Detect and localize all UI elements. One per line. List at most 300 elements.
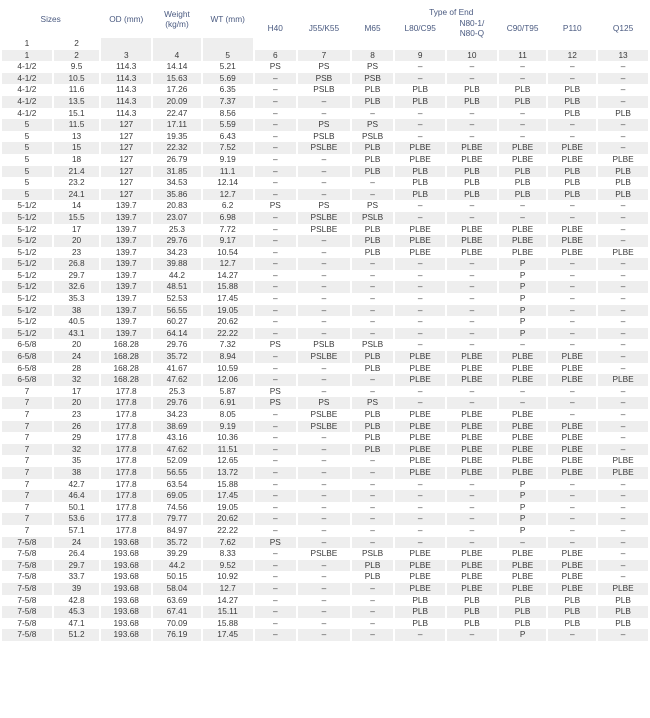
table-row <box>2 305 648 317</box>
size-cell: 5-1/2 <box>2 281 52 293</box>
p110-cell: – <box>548 537 596 549</box>
m65-cell: – <box>352 525 393 537</box>
c90-cell: PLBE <box>499 548 547 560</box>
p110-cell: PLBE <box>548 374 596 386</box>
weight-kg-cell: 17.26 <box>153 84 201 96</box>
size-cell: 7 <box>2 432 52 444</box>
weight-lb-cell: 47.1 <box>54 618 100 630</box>
weight-kg-cell: 29.76 <box>153 397 201 409</box>
p110-cell: – <box>548 490 596 502</box>
h40-cell: PS <box>255 339 296 351</box>
c90-cell: PLB <box>499 595 547 607</box>
n80-cell: – <box>447 479 497 491</box>
h40-cell: – <box>255 490 296 502</box>
weight-lb-cell: 26.8 <box>54 258 100 270</box>
h40-cell: – <box>255 571 296 583</box>
weight-kg-cell: 43.16 <box>153 432 201 444</box>
j55-cell: – <box>298 618 350 630</box>
q125-cell: – <box>598 200 648 212</box>
od-cell: 177.8 <box>101 444 151 456</box>
od-cell: 114.3 <box>101 96 151 108</box>
n80-cell: PLBE <box>447 409 497 421</box>
weight-kg-cell: 58.04 <box>153 583 201 595</box>
h40-cell: PS <box>255 61 296 73</box>
m65-cell: PLB <box>352 409 393 421</box>
weight-kg-cell: 29.76 <box>153 339 201 351</box>
weight-lb-cell: 20 <box>54 235 100 247</box>
wt-cell: 5.21 <box>203 61 253 73</box>
weight-kg-cell: 41.67 <box>153 363 201 375</box>
c90-cell: P <box>499 270 547 282</box>
weight-kg-cell: 39.88 <box>153 258 201 270</box>
n80-cell: – <box>447 629 497 641</box>
wt-cell: 17.45 <box>203 629 253 641</box>
p110-cell: – <box>548 629 596 641</box>
c90-cell: P <box>499 479 547 491</box>
h40-cell: – <box>255 595 296 607</box>
p110-cell: – <box>548 119 596 131</box>
od-cell: 139.7 <box>101 235 151 247</box>
h40-cell: – <box>255 119 296 131</box>
p110-cell: PLBE <box>548 432 596 444</box>
od-cell: 193.68 <box>101 548 151 560</box>
l80-cell: – <box>395 328 445 340</box>
l80-cell: PLBE <box>395 235 445 247</box>
c90-cell: – <box>499 537 547 549</box>
l80-cell: – <box>395 502 445 514</box>
grade-header-l80-c95: L80/C95 <box>404 23 436 33</box>
m65-cell: PLB <box>352 224 393 236</box>
c90-cell <box>499 38 547 50</box>
table-row <box>2 537 648 549</box>
od-cell: 139.7 <box>101 305 151 317</box>
size-cell: 5 <box>2 142 52 154</box>
size-cell: 5-1/2 <box>2 328 52 340</box>
grade-header-n80: N80-1/ N80-Q <box>459 18 485 38</box>
p110-cell: 12 <box>548 50 596 62</box>
weight-lb-cell: 15 <box>54 142 100 154</box>
p110-cell: – <box>548 293 596 305</box>
weight-lb-cell: 35 <box>54 455 100 467</box>
h40-cell: – <box>255 444 296 456</box>
p110-cell: – <box>548 281 596 293</box>
l80-cell: PLBE <box>395 421 445 433</box>
c90-cell: – <box>499 61 547 73</box>
n80-cell: – <box>447 131 497 143</box>
c90-cell: PLBE <box>499 351 547 363</box>
weight-lb-cell: 38 <box>54 305 100 317</box>
c90-cell: PLBE <box>499 560 547 572</box>
size-cell: 5-1/2 <box>2 270 52 282</box>
weight-kg-cell: 47.62 <box>153 374 201 386</box>
c90-cell: PLBE <box>499 467 547 479</box>
wt-cell: 9.17 <box>203 235 253 247</box>
wt-cell: 12.14 <box>203 177 253 189</box>
od-cell: 177.8 <box>101 513 151 525</box>
wt-cell: 7.32 <box>203 339 253 351</box>
h40-cell: – <box>255 258 296 270</box>
od-cell: 139.7 <box>101 212 151 224</box>
l80-cell: PLBE <box>395 467 445 479</box>
c90-cell: PLB <box>499 177 547 189</box>
p110-cell: PLBE <box>548 455 596 467</box>
c90-cell: P <box>499 513 547 525</box>
size-cell: 7-5/8 <box>2 618 52 630</box>
q125-cell: – <box>598 479 648 491</box>
m65-cell: PLB <box>352 235 393 247</box>
m65-cell: – <box>352 479 393 491</box>
j55-cell: PS <box>298 200 350 212</box>
od-cell: 139.7 <box>101 281 151 293</box>
wt-cell: 20.62 <box>203 513 253 525</box>
wt-cell: 5.59 <box>203 119 253 131</box>
table-row <box>2 235 648 247</box>
table-row <box>2 73 648 85</box>
h40-cell: – <box>255 525 296 537</box>
size-cell: 6-5/8 <box>2 374 52 386</box>
size-cell: 5-1/2 <box>2 200 52 212</box>
j55-cell: – <box>298 537 350 549</box>
j55-cell: PSB <box>298 73 350 85</box>
weight-kg-cell: 74.56 <box>153 502 201 514</box>
m65-cell: PLB <box>352 571 393 583</box>
weight-lb-cell: 13.5 <box>54 96 100 108</box>
p110-cell: PLBE <box>548 548 596 560</box>
m65-cell: – <box>352 305 393 317</box>
weight-lb-cell: 29 <box>54 432 100 444</box>
j55-cell: – <box>298 363 350 375</box>
j55-cell: – <box>298 316 350 328</box>
c90-cell: PLBE <box>499 571 547 583</box>
weight-lb-cell: 45.3 <box>54 606 100 618</box>
h40-cell: – <box>255 247 296 259</box>
size-cell: 4-1/2 <box>2 84 52 96</box>
j55-cell: PS <box>298 119 350 131</box>
p110-cell: PLB <box>548 595 596 607</box>
q125-cell: – <box>598 281 648 293</box>
q125-cell: – <box>598 339 648 351</box>
m65-cell: – <box>352 629 393 641</box>
wt-cell: 9.19 <box>203 421 253 433</box>
p110-cell: PLBE <box>548 247 596 259</box>
h40-cell: – <box>255 421 296 433</box>
q125-cell: – <box>598 73 648 85</box>
m65-cell: – <box>352 281 393 293</box>
size-cell: 4-1/2 <box>2 108 52 120</box>
j55-cell: PS <box>298 397 350 409</box>
q125-cell: PLB <box>598 177 648 189</box>
c90-cell: PLBE <box>499 224 547 236</box>
n80-cell: PLB <box>447 96 497 108</box>
c90-cell: PLBE <box>499 247 547 259</box>
j55-cell: – <box>298 629 350 641</box>
m65-cell: PS <box>352 200 393 212</box>
weight-kg-cell: 56.55 <box>153 467 201 479</box>
c90-cell: P <box>499 305 547 317</box>
h40-cell: – <box>255 618 296 630</box>
weight-kg-cell: 44.2 <box>153 560 201 572</box>
q125-cell: PLB <box>598 166 648 178</box>
l80-cell: – <box>395 119 445 131</box>
size-cell: 1 <box>2 38 52 50</box>
od-cell: 193.68 <box>101 583 151 595</box>
size-cell: 7 <box>2 490 52 502</box>
weight-lb-cell: 26 <box>54 421 100 433</box>
wt-cell: 10.59 <box>203 363 253 375</box>
n80-cell: – <box>447 328 497 340</box>
od-cell: 127 <box>101 177 151 189</box>
wt-cell: 20.62 <box>203 316 253 328</box>
n80-cell: – <box>447 537 497 549</box>
p110-cell: – <box>548 131 596 143</box>
c90-cell: PLB <box>499 189 547 201</box>
h40-cell: – <box>255 73 296 85</box>
n80-cell: – <box>447 305 497 317</box>
p110-cell: PLBE <box>548 583 596 595</box>
j55-cell: – <box>298 386 350 398</box>
wt-cell: 5.69 <box>203 73 253 85</box>
size-cell: 7 <box>2 467 52 479</box>
wt-cell: 6.2 <box>203 200 253 212</box>
c90-cell: PLBE <box>499 421 547 433</box>
weight-kg-cell: 69.05 <box>153 490 201 502</box>
weight-lb-cell: 40.5 <box>54 316 100 328</box>
q125-cell: – <box>598 131 648 143</box>
od-cell: 139.7 <box>101 270 151 282</box>
q125-cell: – <box>598 432 648 444</box>
table-row <box>2 339 648 351</box>
h40-cell: – <box>255 177 296 189</box>
weight-kg-cell: 25.3 <box>153 224 201 236</box>
h40-cell: – <box>255 583 296 595</box>
q125-cell: – <box>598 96 648 108</box>
table-body <box>2 38 648 641</box>
q125-cell: – <box>598 328 648 340</box>
wt-cell: 7.62 <box>203 537 253 549</box>
od-cell: 177.8 <box>101 397 151 409</box>
weight-lb-cell: 9.5 <box>54 61 100 73</box>
c90-cell: – <box>499 119 547 131</box>
weight-lb-cell: 20 <box>54 397 100 409</box>
j55-cell: PSLBE <box>298 224 350 236</box>
od-cell: 177.8 <box>101 409 151 421</box>
wt-cell: 10.36 <box>203 432 253 444</box>
weight-kg-cell: 76.19 <box>153 629 201 641</box>
size-cell: 4-1/2 <box>2 61 52 73</box>
weight-kg-cell: 15.63 <box>153 73 201 85</box>
q125-cell: – <box>598 224 648 236</box>
l80-cell: – <box>395 490 445 502</box>
od-cell: 114.3 <box>101 84 151 96</box>
wt-cell: 7.72 <box>203 224 253 236</box>
n80-cell: – <box>447 61 497 73</box>
p110-cell: PLB <box>548 177 596 189</box>
weight-lb-cell: 13 <box>54 131 100 143</box>
p110-cell: – <box>548 61 596 73</box>
table-row <box>2 583 648 595</box>
size-cell: 7 <box>2 444 52 456</box>
size-cell: 5-1/2 <box>2 212 52 224</box>
h40-cell: – <box>255 432 296 444</box>
l80-cell: – <box>395 305 445 317</box>
h40-cell: – <box>255 328 296 340</box>
wt-cell: 9.52 <box>203 560 253 572</box>
c90-cell: – <box>499 200 547 212</box>
n80-cell: PLBE <box>447 374 497 386</box>
h40-cell: – <box>255 142 296 154</box>
size-cell: 7-5/8 <box>2 583 52 595</box>
od-cell: 193.68 <box>101 618 151 630</box>
p110-cell: PLB <box>548 166 596 178</box>
j55-cell: – <box>298 270 350 282</box>
q125-cell: – <box>598 142 648 154</box>
table-row <box>2 455 648 467</box>
weight-lb-cell: 23 <box>54 247 100 259</box>
p110-cell: – <box>548 525 596 537</box>
p110-cell: – <box>548 200 596 212</box>
weight-kg-cell: 23.07 <box>153 212 201 224</box>
od-header: OD (mm) <box>109 14 144 24</box>
n80-cell: – <box>447 281 497 293</box>
h40-cell: – <box>255 316 296 328</box>
type-of-end-header: Type of End <box>429 7 474 17</box>
weight-kg-cell: 60.27 <box>153 316 201 328</box>
weight-kg-cell: 19.35 <box>153 131 201 143</box>
n80-cell: PLBE <box>447 560 497 572</box>
j55-cell: PSLBE <box>298 548 350 560</box>
l80-cell: – <box>395 397 445 409</box>
c90-cell: – <box>499 397 547 409</box>
table-row <box>2 212 648 224</box>
p110-cell: PLBE <box>548 560 596 572</box>
size-cell: 7-5/8 <box>2 571 52 583</box>
od-cell: 127 <box>101 154 151 166</box>
n80-cell: PLBE <box>447 421 497 433</box>
l80-cell: – <box>395 61 445 73</box>
size-cell: 7-5/8 <box>2 548 52 560</box>
c90-cell: – <box>499 73 547 85</box>
table-row <box>2 560 648 572</box>
table-row <box>2 200 648 212</box>
od-cell: 168.28 <box>101 363 151 375</box>
weight-kg-cell: 38.69 <box>153 421 201 433</box>
c90-cell: P <box>499 293 547 305</box>
od-cell: 177.8 <box>101 502 151 514</box>
q125-cell: – <box>598 629 648 641</box>
j55-cell: – <box>298 96 350 108</box>
size-cell: 1 <box>2 50 52 62</box>
j55-cell: – <box>298 154 350 166</box>
l80-cell: – <box>395 537 445 549</box>
weight-kg-cell: 35.72 <box>153 351 201 363</box>
n80-cell: PLB <box>447 166 497 178</box>
size-cell: 7-5/8 <box>2 595 52 607</box>
l80-cell: PLB <box>395 618 445 630</box>
table-row <box>2 316 648 328</box>
table-row <box>2 142 648 154</box>
n80-cell: – <box>447 316 497 328</box>
l80-cell: – <box>395 200 445 212</box>
od-cell: 127 <box>101 166 151 178</box>
p110-cell: – <box>548 73 596 85</box>
size-cell: 4-1/2 <box>2 96 52 108</box>
m65-cell: PSLB <box>352 212 393 224</box>
wt-cell: 14.27 <box>203 595 253 607</box>
l80-cell: – <box>395 131 445 143</box>
n80-cell: – <box>447 397 497 409</box>
j55-cell: PSLBE <box>298 212 350 224</box>
od-cell: 139.7 <box>101 258 151 270</box>
j55-cell: – <box>298 455 350 467</box>
weight-kg-cell: 67.41 <box>153 606 201 618</box>
l80-cell: – <box>395 386 445 398</box>
weight-lb-cell: 15.1 <box>54 108 100 120</box>
weight-lb-cell: 17 <box>54 386 100 398</box>
j55-cell: – <box>298 177 350 189</box>
m65-cell: PS <box>352 397 393 409</box>
weight-kg-cell: 56.55 <box>153 305 201 317</box>
wt-cell: 8.33 <box>203 548 253 560</box>
weight-lb-cell: 10.5 <box>54 73 100 85</box>
q125-cell: PLB <box>598 108 648 120</box>
h40-cell: – <box>255 305 296 317</box>
p110-cell: PLB <box>548 189 596 201</box>
table-row <box>2 513 648 525</box>
q125-cell: – <box>598 212 648 224</box>
size-cell: 5-1/2 <box>2 247 52 259</box>
q125-cell: – <box>598 61 648 73</box>
p110-cell: PLB <box>548 96 596 108</box>
weight-lb-cell: 57.1 <box>54 525 100 537</box>
od-cell: 177.8 <box>101 490 151 502</box>
wt-cell: 15.88 <box>203 281 253 293</box>
table-row <box>2 421 648 433</box>
weight-kg-cell: 70.09 <box>153 618 201 630</box>
od-cell: 127 <box>101 142 151 154</box>
n80-cell: 10 <box>447 50 497 62</box>
size-cell: 5 <box>2 154 52 166</box>
l80-cell: PLBE <box>395 154 445 166</box>
l80-cell: – <box>395 513 445 525</box>
weight-lb-cell: 2 <box>54 50 100 62</box>
wt-cell: 12.7 <box>203 189 253 201</box>
p110-cell: PLBE <box>548 351 596 363</box>
m65-cell: PLB <box>352 142 393 154</box>
h40-cell: – <box>255 293 296 305</box>
weight-lb-cell: 51.2 <box>54 629 100 641</box>
p110-cell: PLB <box>548 606 596 618</box>
weight-kg-cell <box>153 38 201 50</box>
grade-header-h40: H40 <box>267 23 283 33</box>
p110-cell: – <box>548 397 596 409</box>
c90-cell: PLBE <box>499 444 547 456</box>
c90-cell: PLB <box>499 84 547 96</box>
size-cell: 5 <box>2 189 52 201</box>
weight-lb-cell: 24 <box>54 537 100 549</box>
q125-cell: – <box>598 235 648 247</box>
wt-cell: 11.51 <box>203 444 253 456</box>
od-cell: 193.68 <box>101 560 151 572</box>
weight-lb-cell: 39 <box>54 583 100 595</box>
c90-cell: P <box>499 490 547 502</box>
wt-cell: 5 <box>203 50 253 62</box>
p110-cell: PLBE <box>548 363 596 375</box>
l80-cell: PLB <box>395 595 445 607</box>
weight-lb-cell: 15.5 <box>54 212 100 224</box>
h40-cell: – <box>255 108 296 120</box>
od-cell: 114.3 <box>101 61 151 73</box>
m65-cell: – <box>352 189 393 201</box>
